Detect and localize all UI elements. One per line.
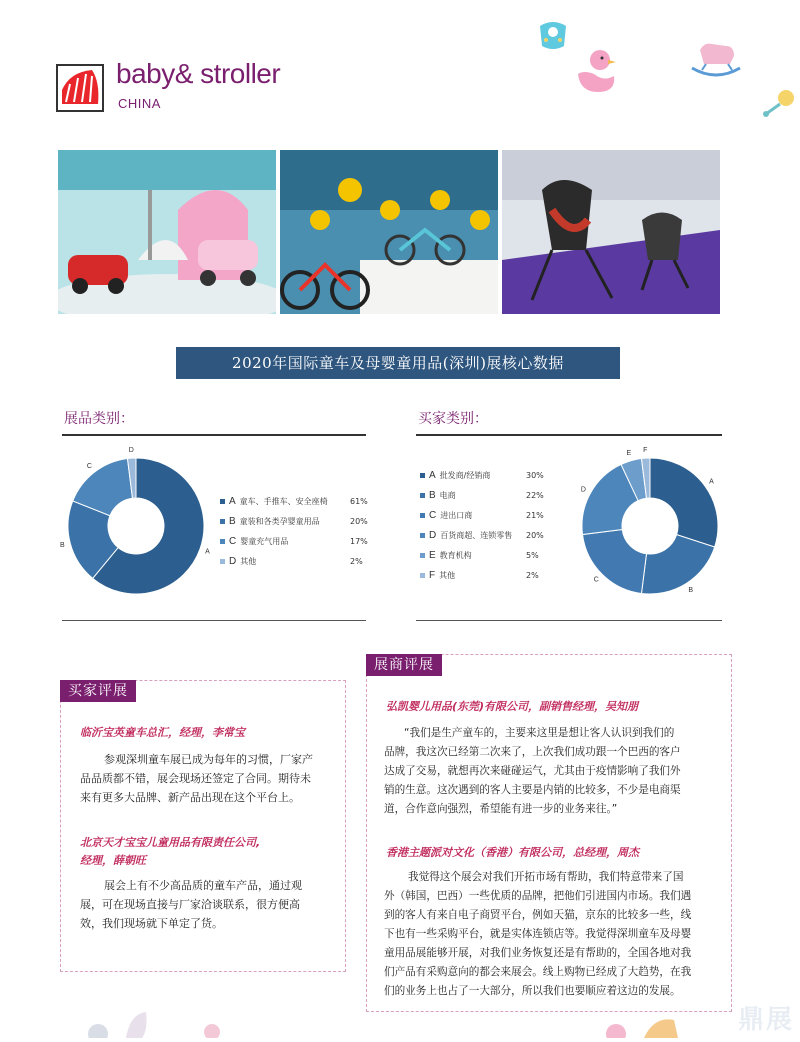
exhibits-legend-item	[220, 492, 368, 512]
review-line: 展，可在现场直接与厂家洽谈联系，很方便高	[80, 898, 300, 911]
review-line: 到的客人有来自电子商贸平台，例如天猫，京东的比较多一些，线	[384, 909, 692, 921]
review-line: 品牌，我这次已经第二次来了，上次我们成功跟一个巴西的客户	[384, 746, 681, 758]
review-line: 们产品有采购意向的都会来展会。线上购物已经成了大趋势，在我	[384, 966, 692, 978]
exhibits-slice-label: B	[60, 541, 65, 549]
legend-swatch	[220, 559, 225, 564]
legend-swatch	[420, 473, 425, 478]
legend-swatch	[220, 539, 225, 544]
buyers-legend	[420, 466, 544, 586]
legend-label: 进出口商	[440, 511, 473, 520]
rubber-duck-icon	[574, 48, 618, 100]
buyers-legend-item	[420, 486, 544, 506]
page-title: 2020年国际童车及母婴童用品(深圳)展核心数据	[176, 347, 620, 379]
legend-letter: C	[429, 510, 437, 521]
review-line: 道，合作意向强烈，希望能有进一步的业务来往。”	[384, 803, 618, 815]
review-line: 参观深圳童车展已成为每年的习惯，厂家产	[104, 753, 313, 766]
review-line: 效，我们现场就下单定了货。	[80, 917, 223, 930]
legend-swatch	[420, 513, 425, 518]
reviewer-name-line: 北京天才宝宝儿童用品有限责任公司,	[80, 836, 261, 849]
legend-letter: A	[429, 470, 436, 481]
legend-letter: D	[229, 556, 237, 567]
review-line: 外（韩国，巴西）一些优质的品牌，把他们引进国内市场。我们遇	[384, 890, 692, 902]
buyers-label: 买家类别：	[418, 411, 488, 427]
review-text	[80, 750, 340, 807]
legend-value: 5%	[526, 551, 539, 560]
buyers-legend-item	[420, 466, 544, 486]
exhibits-label: 展品类别：	[64, 411, 134, 427]
buyers-legend-item	[420, 506, 544, 526]
buyers-slice-label: C	[593, 576, 599, 584]
legend-value: 20%	[526, 531, 544, 540]
legend-label: 百货商超、连锁零售	[440, 531, 513, 540]
legend-label: 教育机构	[439, 551, 472, 560]
buyers-slice-label: A	[709, 478, 714, 486]
buyers-slice-b	[641, 535, 714, 594]
legend-value: 2%	[526, 571, 539, 580]
buyers-legend-item	[420, 546, 539, 566]
bottom-decor-icon	[604, 1010, 694, 1042]
exhibits-rule	[62, 434, 366, 436]
watermark: 鼎展	[737, 1005, 794, 1035]
legend-label: 婴童充气用品	[240, 537, 289, 546]
legend-label: 童车、手推车、安全座椅	[239, 497, 328, 506]
reviewer-name-line: 经理，薛朝旺	[80, 854, 146, 867]
logo-icon	[56, 64, 104, 112]
legend-letter: B	[229, 516, 236, 527]
buyers-slice-a	[650, 458, 718, 547]
buyers-slice-label: E	[626, 450, 632, 458]
review-line: 销的生意。这次遇到的客人主要是内销的比较多，不少是电商渠	[384, 784, 681, 796]
review-line: 下也有一些采购平台，就是实体连锁店等。我觉得深圳童车及母婴	[384, 928, 692, 940]
buyers-rule	[416, 434, 722, 436]
reviewer-name: 香港主题派对文化（香港）有限公司，总经理，周杰	[386, 846, 639, 859]
buyers-donut-chart	[570, 446, 730, 606]
legend-letter: C	[229, 536, 237, 547]
buyers-bottom-rule	[416, 620, 722, 621]
buyer-reviews-tag: 买家评展	[60, 680, 136, 702]
legend-label: 批发商/经销商	[439, 471, 491, 480]
buyers-legend-item	[420, 566, 539, 586]
legend-letter: D	[429, 530, 437, 541]
legend-label: 其他	[240, 557, 257, 566]
rattle-icon	[762, 88, 796, 122]
legend-value: 17%	[350, 537, 368, 546]
legend-value: 22%	[526, 491, 544, 500]
legend-swatch	[420, 533, 425, 538]
brand-name: baby& stroller	[116, 58, 281, 89]
reviewer-name	[80, 834, 260, 870]
legend-letter: A	[229, 496, 236, 507]
review-line: 展会上有不少高品质的童车产品，通过观	[104, 879, 302, 892]
legend-value: 21%	[526, 511, 544, 520]
legend-label: 童装和各类孕婴童用品	[239, 517, 320, 526]
legend-value: 20%	[350, 517, 368, 526]
buyers-slice-label: D	[580, 486, 586, 494]
legend-swatch	[220, 519, 225, 524]
brand-subtitle: CHINA	[118, 96, 161, 111]
buyers-slice-label: F	[643, 447, 648, 455]
bottom-decor-icon	[86, 1010, 226, 1042]
legend-swatch	[420, 493, 425, 498]
reviewer-name: 临沂宝英童车总汇，经理，李常宝	[80, 726, 245, 739]
exhibits-legend-item	[220, 512, 368, 532]
exhibits-legend-item	[220, 552, 363, 572]
review-line: “我们是生产童车的，主要来这里是想让客人认识到我们的	[404, 727, 675, 739]
legend-letter: E	[429, 550, 436, 561]
exhibits-slice-label: A	[205, 548, 210, 556]
legend-label: 电商	[439, 491, 456, 500]
review-text	[384, 724, 724, 819]
review-line: 品品质都不错，展会现场还签定了合同。期待未	[80, 772, 311, 785]
review-line: 我觉得这个展会对我们开拓市场有帮助，我们特意带来了国	[408, 871, 684, 883]
photo-kids-bicycles	[280, 150, 498, 314]
legend-value: 61%	[350, 497, 368, 506]
photo-kids-ride-on-cars	[58, 150, 276, 314]
rocking-horse-icon	[690, 38, 742, 82]
exhibits-donut-chart	[56, 446, 216, 606]
exhibits-bottom-rule	[62, 620, 366, 621]
legend-value: 2%	[350, 557, 363, 566]
photo-strollers-booth	[502, 150, 720, 314]
review-line: 童用品展能够开展，对我们业务恢复还是有帮助的，全国各地对我	[384, 947, 692, 959]
exhibits-slice-label: C	[86, 462, 92, 470]
review-line: 们的业务上也占了一大部分，所以我们也要顺应着这边的发展。	[384, 985, 681, 997]
legend-swatch	[420, 553, 425, 558]
buyers-slice-c	[583, 530, 647, 594]
exhibitor-reviews-tag: 展商评展	[366, 654, 442, 676]
review-line: 达成了交易，就想再次来碰碰运气，尤其由于疫情影响了我们外	[384, 765, 681, 777]
legend-letter: B	[429, 490, 436, 501]
exhibits-legend-item	[220, 532, 368, 552]
legend-label: 其他	[439, 571, 456, 580]
legend-value: 30%	[526, 471, 544, 480]
review-line: 来有更多大品牌、新产品出现在这个平台上。	[80, 791, 300, 804]
legend-swatch	[220, 499, 225, 504]
legend-swatch	[420, 573, 425, 578]
bib-icon	[536, 20, 570, 56]
exhibits-slice-label: D	[128, 447, 134, 455]
exhibits-legend	[220, 492, 368, 572]
buyers-legend-item	[420, 526, 544, 546]
legend-letter: F	[429, 570, 436, 581]
buyers-slice-label: B	[688, 587, 694, 595]
reviewer-name: 弘凯婴儿用品(东莞)有限公司，副销售经理，吴知朋	[386, 700, 639, 713]
review-text	[384, 868, 724, 1001]
review-text	[80, 876, 340, 933]
